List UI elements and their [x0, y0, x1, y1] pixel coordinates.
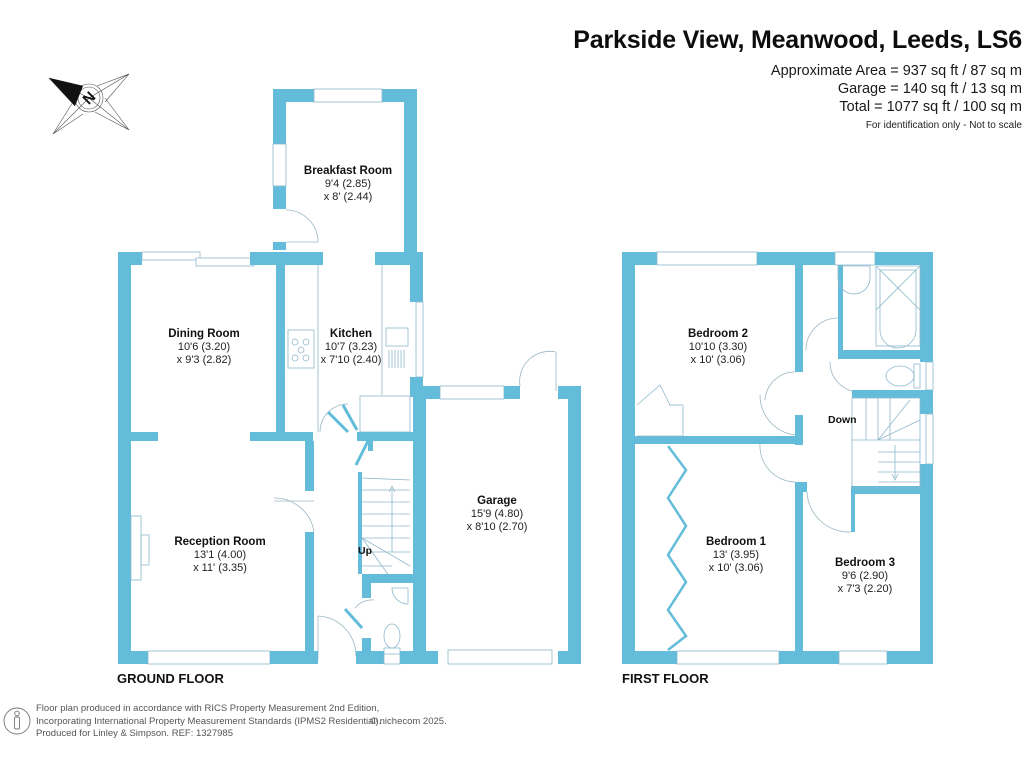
footer-line: Produced for Linley & Simpson. REF: 1327985	[36, 728, 233, 740]
room-dimension: 9'6 (2.90)	[841, 570, 889, 582]
first-floor-plan	[622, 252, 933, 664]
stairs-down-label: Down	[828, 414, 857, 426]
ground-floor-label: GROUND FLOOR	[117, 671, 224, 686]
room-dimension: x 10' (3.06)	[690, 354, 746, 366]
room-dimension: 13' (3.95)	[712, 549, 760, 561]
room-dimension: x 7'3 (2.20)	[837, 583, 893, 595]
approximate-area: Approximate Area = 937 sq ft / 87 sq m	[770, 63, 1022, 79]
room-reception-room	[174, 536, 265, 575]
room-name: Garage	[477, 495, 517, 507]
footer-line: Incorporating International Property Measurement Standards (IPMS2 Residential).	[36, 715, 382, 727]
total-area: Total = 1077 sq ft / 100 sq m	[839, 99, 1022, 115]
copyright: © nichecom 2025.	[370, 715, 447, 727]
room-bedroom-2	[688, 328, 748, 367]
room-name: Breakfast Room	[303, 165, 393, 177]
property-title: Parkside View, Meanwood, Leeds, LS6	[573, 26, 1022, 54]
room-dimension: 13'1 (4.00)	[193, 549, 247, 561]
scale-disclaimer: For identification only - Not to scale	[865, 120, 1022, 131]
room-breakfast-room	[304, 165, 392, 204]
room-name: Bedroom 3	[834, 557, 896, 569]
room-name: Bedroom 1	[705, 536, 767, 548]
room-dimension: x 7'10 (2.40)	[320, 354, 382, 366]
stairs-up-label: Up	[358, 545, 372, 557]
footer-credits	[36, 703, 447, 741]
room-dimension: 10'10 (3.30)	[688, 341, 748, 353]
first-floor-label: FIRST FLOOR	[622, 671, 709, 686]
room-dimension: x 8'10 (2.70)	[466, 521, 528, 533]
room-dimension: x 10' (3.06)	[708, 562, 764, 574]
room-dimension: x 9'3 (2.82)	[176, 354, 232, 366]
room-dimension: 9'4 (2.85)	[324, 178, 372, 190]
room-dimension: x 8' (2.44)	[323, 191, 373, 203]
room-name: Dining Room	[168, 328, 240, 340]
room-dimension: 10'6 (3.20)	[177, 341, 231, 353]
person-icon	[3, 705, 31, 737]
garage-area: Garage = 140 sq ft / 13 sq m	[837, 81, 1022, 97]
north-label: N	[79, 88, 100, 109]
room-dimension: 15'9 (4.80)	[470, 508, 524, 520]
room-name: Bedroom 2	[687, 328, 749, 340]
room-name: Kitchen	[329, 328, 373, 340]
room-bedroom-1	[706, 536, 766, 575]
footer-line: Floor plan produced in accordance with RICS Property Measurement 2nd Edition,	[36, 703, 380, 714]
room-garage	[467, 495, 528, 534]
room-dimension: 10'7 (3.23)	[324, 341, 378, 353]
room-dining-room	[168, 328, 240, 367]
room-name: Reception Room	[174, 536, 266, 548]
room-dimension: x 11' (3.35)	[193, 562, 247, 574]
room-kitchen	[321, 328, 382, 367]
room-bedroom-3	[835, 557, 895, 596]
